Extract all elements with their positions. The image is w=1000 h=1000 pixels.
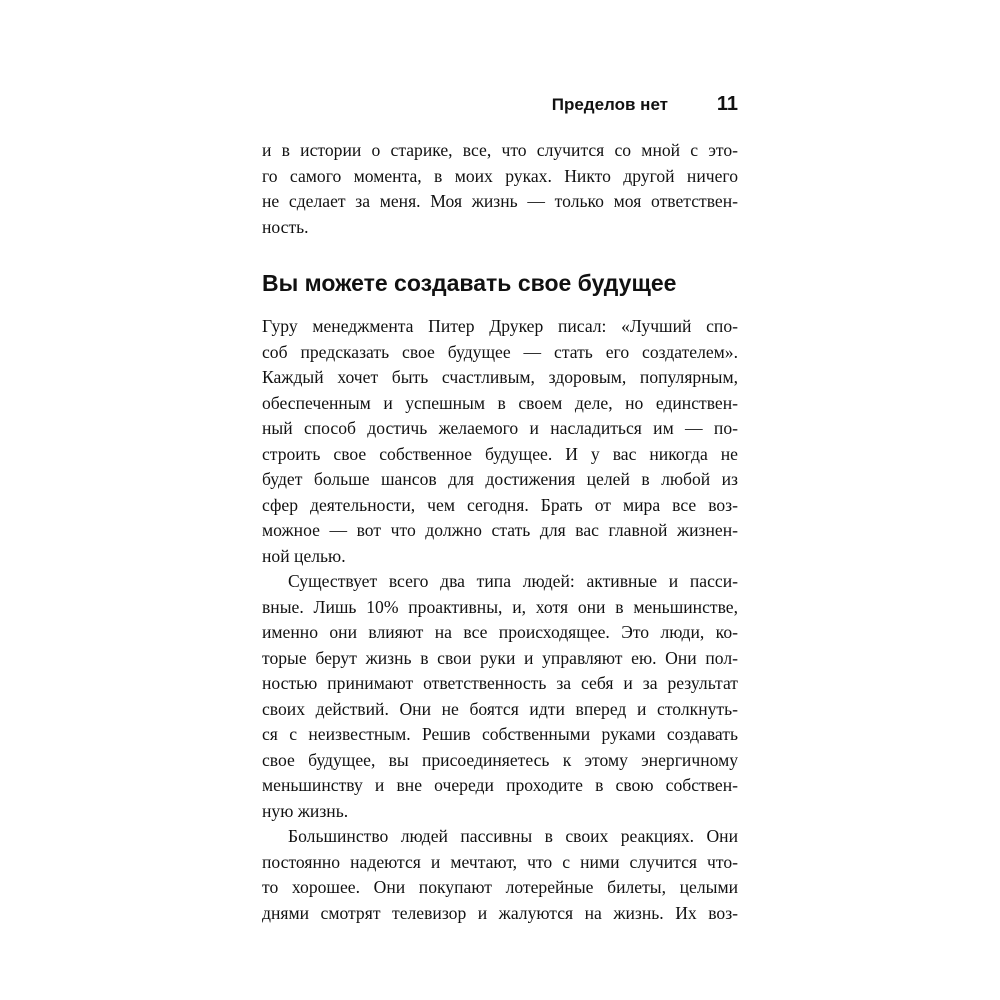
paragraph xyxy=(262,569,738,824)
text-line: свое будущее, вы присоединяетесь к этому энергичному xyxy=(262,749,738,770)
text-line: Существует всего два типа людей: активные и пасси- xyxy=(288,571,738,591)
text-line: постоянно надеются и мечтают, что с ними случится что- xyxy=(262,851,738,872)
text-line: ность. xyxy=(262,216,309,237)
text-line: именно они влияют на все происходящее. Это люди, ко- xyxy=(262,622,738,642)
paragraph xyxy=(262,824,738,926)
text-line: меньшинству и вне очереди проходите в свою собствен- xyxy=(262,775,738,795)
text-line: своих действий. Они не боятся идти вперед и столкнуть- xyxy=(262,698,738,719)
text-line: Гуру менеджмента Питер Друкер писал: «Лучший спо- xyxy=(262,316,738,336)
page-number: 11 xyxy=(716,93,738,115)
text-line: и в истории о старике, все, что случится со мной с это- xyxy=(262,140,738,160)
text-line: вные. Лишь 10% проактивны, и, хотя они в меньшинстве, xyxy=(262,596,738,617)
text-line: соб предсказать свое будущее — стать его создателем». xyxy=(262,341,738,362)
running-head xyxy=(262,93,738,121)
section-body xyxy=(262,314,738,926)
text-line: можное — вот что должно стать для вас главной жизнен- xyxy=(262,520,738,540)
text-line: не сделает за меня. Моя жизнь — только моя ответствен- xyxy=(262,191,738,211)
text-line: днями смотрят телевизор и жалуются на жизнь. Их воз- xyxy=(262,902,738,923)
text-line: строить свое собственное будущее. И у вас никогда не xyxy=(262,443,738,464)
text-line: обеспеченным и успешным в своем деле, но единствен- xyxy=(262,392,738,413)
text-line: то хорошее. Они покупают лотерейные билеты, целыми xyxy=(262,877,738,897)
section-heading: Вы можете создавать свое будущее xyxy=(262,270,677,296)
text-line: торые берут жизнь в свои руки и управляют ею. Они пол- xyxy=(262,647,738,668)
text-line: Большинство людей пассивны в своих реакциях. Они xyxy=(288,826,738,846)
text-line: ный способ достичь желаемого и насладиться им — по- xyxy=(262,418,738,438)
text-line: Каждый хочет быть счастливым, здоровым, популярным, xyxy=(262,367,738,387)
paragraph xyxy=(262,314,738,569)
text-line: го самого момента, в моих руках. Никто другой ничего xyxy=(262,165,738,186)
text-line: ся с неизвестным. Решив собственными руками создавать xyxy=(262,724,738,744)
intro-paragraph xyxy=(262,138,738,240)
text-line: будет больше шансов для достижения целей в любой из xyxy=(262,469,738,489)
running-head-title: Пределов нет xyxy=(551,95,668,114)
text-line: ностью принимают ответственность за себя и за результат xyxy=(262,673,738,693)
text-line: ной целью. xyxy=(262,545,346,566)
text-line: ную жизнь. xyxy=(262,800,349,821)
text-line: сфер деятельности, чем сегодня. Брать от мира все воз- xyxy=(262,494,738,515)
